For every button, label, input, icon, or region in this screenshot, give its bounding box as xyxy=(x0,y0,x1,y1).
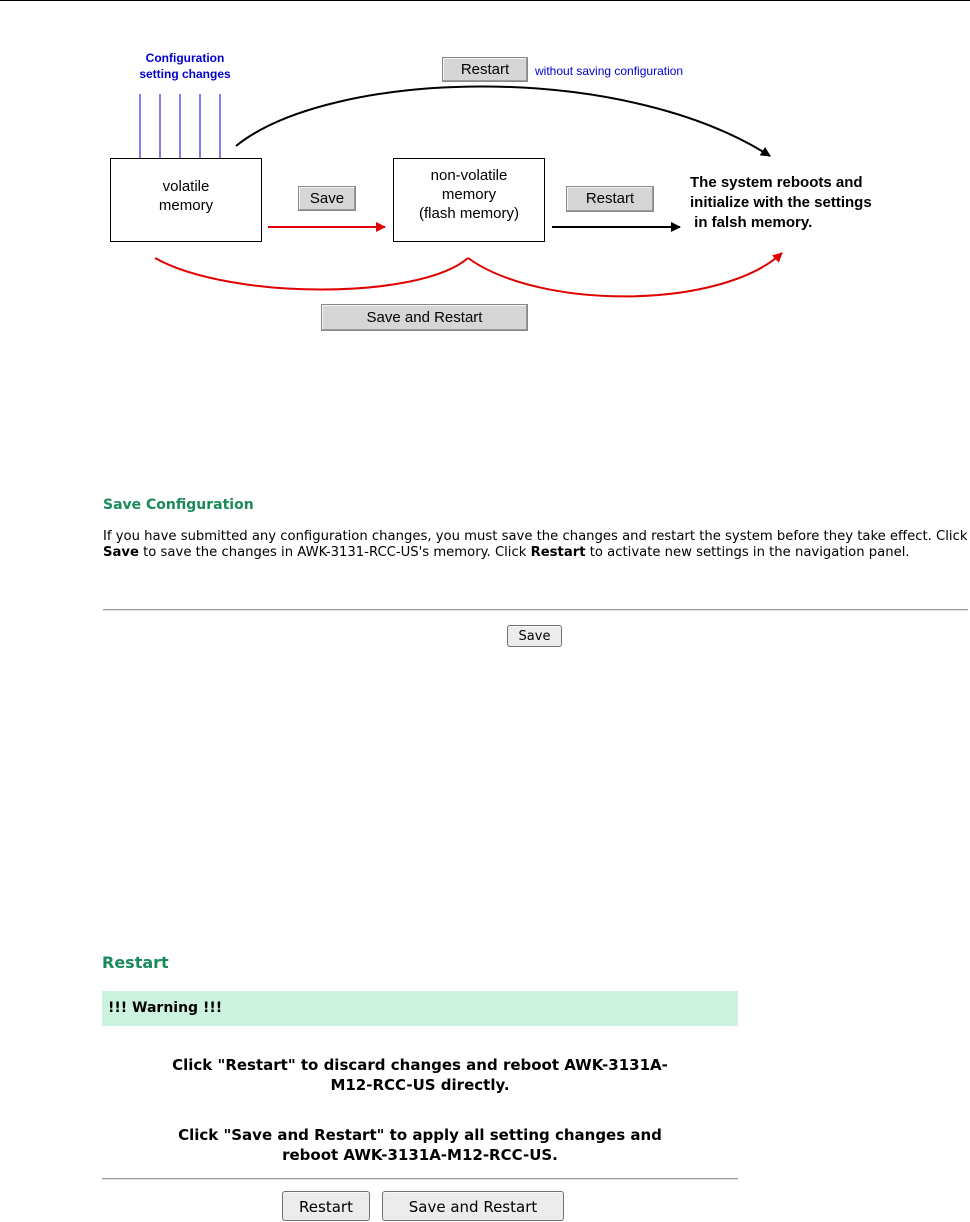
nonvolatile-memory-box xyxy=(393,158,545,242)
reboot-line3: in falsh memory. xyxy=(690,214,813,231)
desc-text-3: to activate new settings in the navigation panel. xyxy=(585,545,910,560)
save-configuration-description xyxy=(103,529,969,561)
save-restart-message xyxy=(102,1125,738,1165)
config-label-line1: Configuration xyxy=(145,51,225,65)
restart-message xyxy=(102,1055,738,1095)
desc-text-1: If you have submitted any configuration changes, you must save the changes and restart the system before they take effect. Click xyxy=(103,529,968,544)
save-restart-message-line2: reboot AWK-3131A-M12-RCC-US. xyxy=(282,1146,558,1164)
config-label-line2: setting changes xyxy=(139,67,231,81)
volatile-memory-box xyxy=(110,158,262,242)
without-saving-note: without saving configuration xyxy=(535,64,684,78)
restart-button[interactable]: Restart xyxy=(282,1191,370,1221)
save-restart-arc-right xyxy=(468,253,782,296)
volatile-label-line2: memory xyxy=(158,197,214,214)
save-restart-arc-left xyxy=(155,258,468,290)
restart-without-save-arc xyxy=(236,87,770,157)
restart-message-line2: M12-RCC-US directly. xyxy=(330,1076,510,1094)
warning-text: !!! Warning !!! xyxy=(108,1000,223,1016)
reboot-line2: initialize with the settings xyxy=(690,194,872,211)
desc-text-2: to save the changes in AWK-3131-RCC-US's memory. Click xyxy=(138,545,531,560)
restart-divider xyxy=(102,1178,738,1180)
diagram-save-and-restart-button: Save and Restart xyxy=(321,304,528,331)
diagram-restart-top-button: Restart xyxy=(442,57,528,82)
desc-bold-save: Save xyxy=(103,545,139,560)
restart-title: Restart xyxy=(102,953,169,972)
warning-bar xyxy=(102,991,738,1026)
restart-message-line1: Click "Restart" to discard changes and reboot AWK-3131A- xyxy=(172,1056,668,1074)
diagram-restart-button: Restart xyxy=(566,186,654,212)
reboot-description xyxy=(690,173,930,233)
nonvolatile-label-line1: non-volatile xyxy=(430,167,508,184)
save-divider xyxy=(103,609,968,611)
save-restart-message-line1: Click "Save and Restart" to apply all setting changes and xyxy=(178,1126,662,1144)
config-changes-label xyxy=(110,50,260,82)
save-and-restart-button[interactable]: Save and Restart xyxy=(382,1191,564,1221)
nonvolatile-label-line3: (flash memory) xyxy=(418,205,519,222)
save-restart-diagram xyxy=(0,0,970,340)
nonvolatile-label-line2: memory xyxy=(441,186,497,203)
save-button[interactable]: Save xyxy=(507,625,562,647)
reboot-line1: The system reboots and xyxy=(690,174,863,191)
volatile-label-line1: volatile xyxy=(162,178,210,195)
desc-bold-restart: Restart xyxy=(530,545,586,560)
diagram-save-button: Save xyxy=(298,186,356,211)
save-configuration-title: Save Configuration xyxy=(103,497,254,513)
